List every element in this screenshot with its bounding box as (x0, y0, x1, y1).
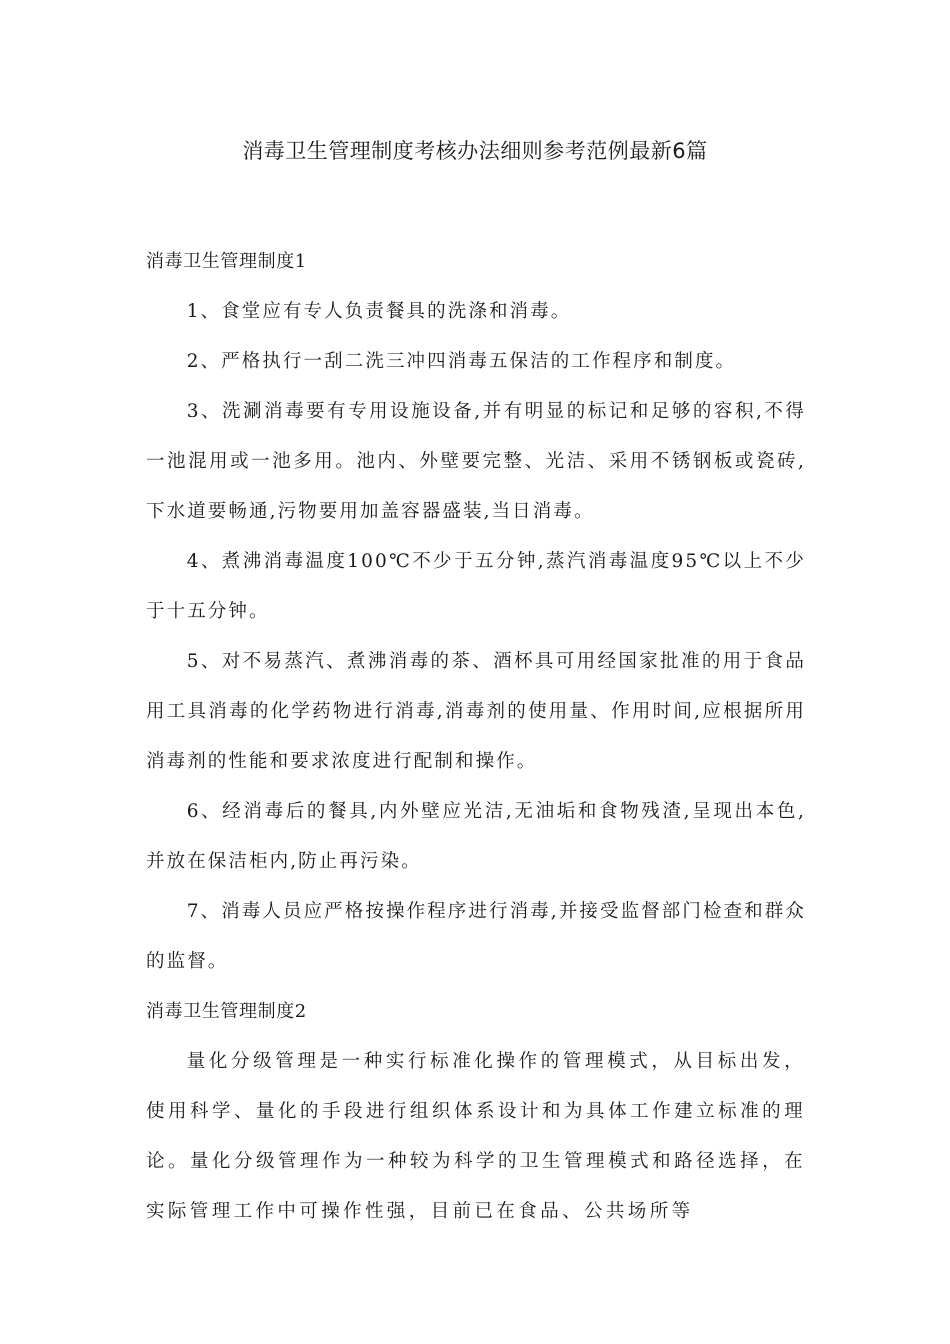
paragraph: 量化分级管理是一种实行标准化操作的管理模式，从目标出发，使用科学、量化的手段进行组织体系设计和为具体工作建立标准的理论。量化分级管理作为一种较为科学的卫生管理模式和路径选择，在实际管理工作中可操作性强，目前已在食品、公共场所等 (146, 1051, 806, 1222)
section-heading: 消毒卫生管理制度1 (146, 251, 307, 272)
paragraph: 1、食堂应有专人负责餐具的洗涤和消毒。 (186, 301, 572, 322)
paragraph: 6、经消毒后的餐具,内外壁应光洁,无油垢和食物残渣,呈现出本色,并放在保洁柜内,防止再污染。 (146, 801, 806, 872)
paragraph: 2、严格执行一刮二洗三冲四消毒五保洁的工作程序和制度。 (186, 351, 737, 372)
document-body (146, 237, 806, 1237)
paragraph: 7、消毒人员应严格按操作程序进行消毒,并接受监督部门检查和群众的监督。 (146, 901, 806, 972)
paragraph: 3、洗涮消毒要有专用设施设备,并有明显的标记和足够的容积,不得一池混用或一池多用。池内、外壁要完整、光洁、采用不锈钢板或瓷砖,下水道要畅通,污物要用加盖容器盛装,当日消毒。 (146, 401, 806, 522)
section-heading: 消毒卫生管理制度2 (146, 1001, 307, 1022)
document-title: 消毒卫生管理制度考核办法细则参考范例最新6篇 (242, 139, 708, 163)
paragraph: 4、煮沸消毒温度100℃不少于五分钟,蒸汽消毒温度95℃以上不少于十五分钟。 (146, 551, 806, 622)
section-1 (146, 237, 806, 987)
paragraph: 5、对不易蒸汽、煮沸消毒的茶、酒杯具可用经国家批准的用于食品用工具消毒的化学药物进行消毒,消毒剂的使用量、作用时间,应根据所用消毒剂的性能和要求浓度进行配制和操作。 (146, 651, 806, 772)
section-2 (146, 987, 806, 1237)
